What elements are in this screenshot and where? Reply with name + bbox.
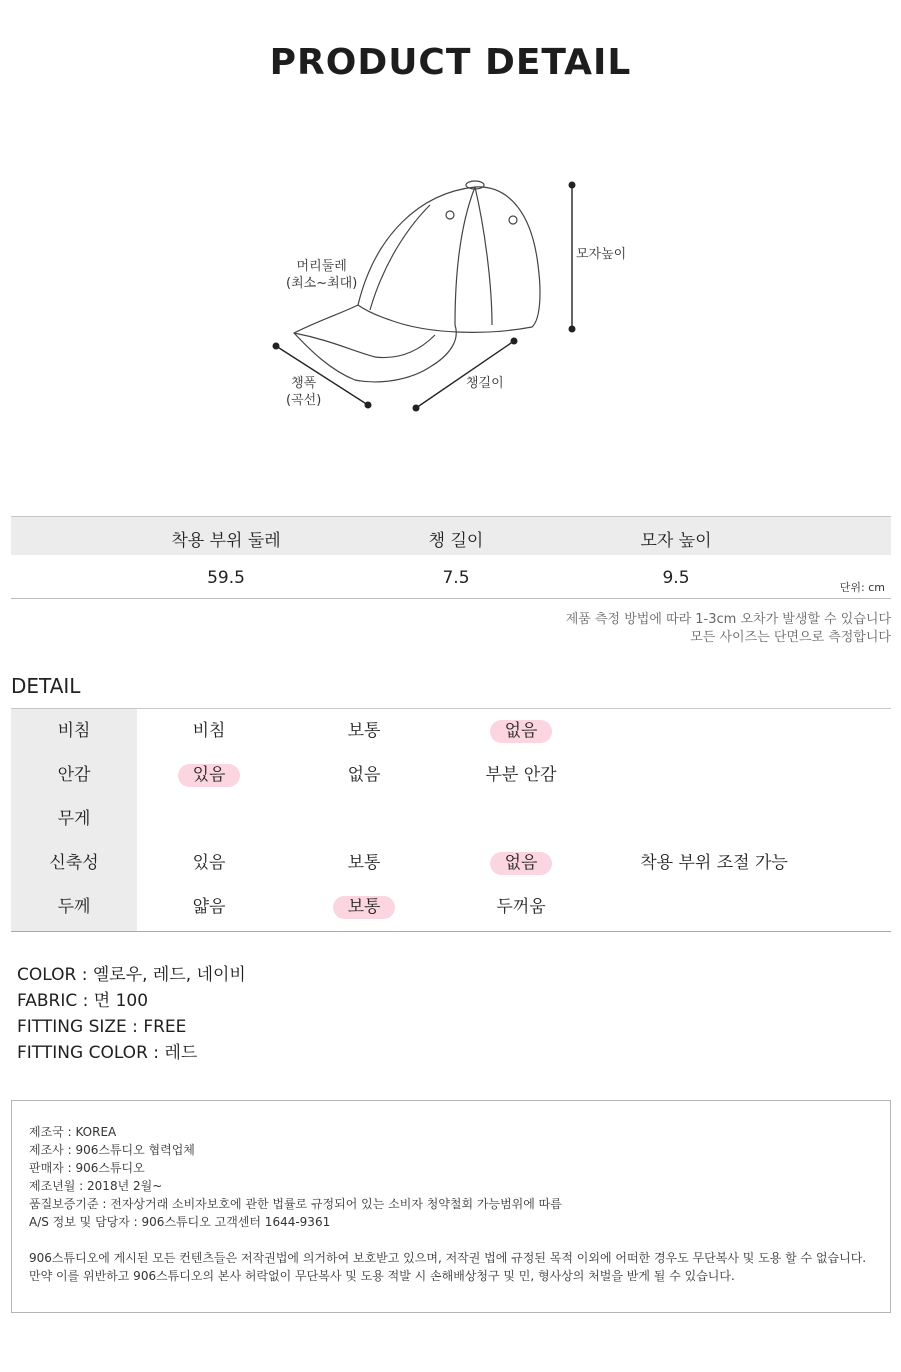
spec-key: FITTING SIZE — [17, 1017, 127, 1037]
spec-fabric: FABRIC : 면 100 — [17, 991, 149, 1011]
row-label: 두께 — [57, 897, 91, 917]
option: 없음 — [347, 765, 381, 785]
detail-table — [11, 708, 891, 932]
row-label: 안감 — [57, 765, 91, 785]
value-head-circ: 59.5 — [207, 568, 245, 588]
value-hat-height: 9.5 — [662, 568, 690, 588]
brim-width-label — [286, 375, 321, 409]
brim-width-note: (곡선) — [286, 393, 322, 408]
hat-height-label: 모자높이 — [576, 247, 627, 262]
value-brim-length: 7.5 — [442, 568, 470, 588]
copyright-notice: 906스튜디오에 게시된 모든 컨텐츠들은 저작권법에 의거하여 보호받고 있으며, 저작권 법에 규정된 목적 이외에 어떠한 경우도 무단복사 및 도용 할 수 없습니다. — [29, 1251, 867, 1265]
head-circ-range-text: (최소~최대) — [286, 276, 358, 291]
detail-row-lining — [11, 753, 891, 797]
option: 부분 안감 — [485, 765, 557, 785]
option: 착용 부위 조절 가능 — [640, 853, 788, 873]
option: 비침 — [192, 721, 226, 741]
cap-diagram — [270, 175, 630, 424]
row-label: 무게 — [57, 809, 91, 829]
spec-value: 레드 — [164, 1043, 198, 1063]
option: 얇음 — [192, 897, 226, 917]
spec-fitting-color: FITTING COLOR : 레드 — [17, 1043, 198, 1063]
info-line: 품질보증기준 : 전자상거래 소비자보호에 관한 법률로 규정되어 있는 소비자 청약철회 가능범위에 따름 — [29, 1197, 562, 1211]
brim-width-text: 챙폭 — [291, 376, 317, 391]
spec-color: COLOR : 옐로우, 레드, 네이비 — [17, 965, 246, 985]
head-circumference-label — [286, 258, 357, 292]
header-brim-length: 챙 길이 — [428, 531, 484, 551]
option: 보통 — [347, 721, 381, 741]
spec-value: 면 100 — [93, 991, 149, 1011]
option-selected: 없음 — [490, 852, 552, 875]
option: 두꺼움 — [496, 897, 546, 917]
size-note: 모든 사이즈는 단면으로 측정합니다 — [690, 630, 891, 645]
unit-label: 단위: cm — [839, 581, 885, 594]
spec-key: FABRIC — [17, 991, 78, 1011]
option-selected: 있음 — [178, 764, 240, 787]
detail-row-weight — [11, 797, 891, 841]
info-line: A/S 정보 및 담당자 : 906스튜디오 고객센터 1644-9361 — [29, 1215, 331, 1229]
spec-key: FITTING COLOR — [17, 1043, 148, 1063]
spec-key: COLOR — [17, 965, 77, 985]
size-table-header — [11, 516, 891, 555]
size-notes — [566, 611, 891, 647]
detail-row-stretch — [11, 841, 891, 885]
info-line: 제조국 : KOREA — [29, 1125, 117, 1139]
cap-illustration — [270, 175, 630, 420]
brim-length-label: 챙길이 — [466, 376, 504, 391]
header-head-circ: 착용 부위 둘레 — [171, 531, 281, 551]
info-line: 판매자 : 906스튜디오 — [29, 1161, 145, 1175]
product-specs — [17, 962, 246, 1066]
detail-row-thickness — [11, 885, 891, 929]
info-line: 제조년월 : 2018년 2월~ — [29, 1179, 163, 1193]
spec-fitting-size: FITTING SIZE : FREE — [17, 1017, 187, 1037]
row-label: 신축성 — [49, 853, 99, 873]
option-selected: 없음 — [490, 720, 552, 743]
copyright-notice: 만약 이를 위반하고 906스튜디오의 본사 허락없이 무단복사 및 도용 적발 시 손해배상청구 및 민, 형사상의 처벌을 받게 될 수 있습니다. — [29, 1269, 735, 1283]
info-line: 제조사 : 906스튜디오 협력업체 — [29, 1143, 195, 1157]
row-label: 비침 — [57, 721, 91, 741]
detail-row-sheerness — [11, 709, 891, 753]
option: 있음 — [192, 853, 226, 873]
detail-title: DETAIL — [11, 674, 81, 698]
size-table-row — [11, 555, 891, 599]
header-hat-height: 모자 높이 — [640, 531, 712, 551]
option-selected: 보통 — [333, 896, 395, 919]
page-title: PRODUCT DETAIL — [269, 42, 632, 83]
spec-value: 옐로우, 레드, 네이비 — [92, 965, 246, 985]
spec-value: FREE — [143, 1017, 187, 1037]
product-info-text — [29, 1123, 866, 1285]
head-circ-text: 머리둘레 — [296, 259, 347, 274]
product-info-box — [11, 1100, 891, 1313]
size-note: 제품 측정 방법에 따라 1-3cm 오차가 발생할 수 있습니다 — [565, 612, 891, 627]
option: 보통 — [347, 853, 381, 873]
